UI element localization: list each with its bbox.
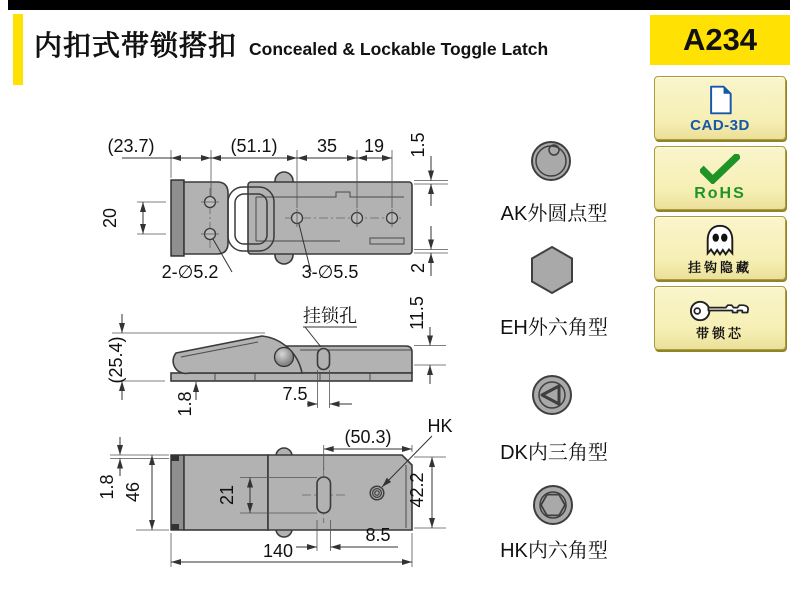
head-type-label-ak: AK外圆点型 [500, 203, 608, 225]
dim-35: 35 [316, 136, 338, 156]
callout-2-d5-2: 2-∅5.2 [161, 262, 219, 282]
dim-50-3: (50.3) [344, 427, 392, 447]
part-number-badge: A234 [650, 15, 790, 65]
badge-lock-core-label: 带锁芯 [695, 325, 744, 341]
dim-19: 19 [363, 136, 385, 156]
callout-3-d5-5: 3-∅5.5 [301, 262, 359, 282]
check-icon [700, 154, 740, 184]
page-title: 内扣式带锁搭扣 [34, 30, 238, 61]
page-subtitle: Concealed & Lockable Toggle Latch [249, 39, 549, 59]
side-view-drawing [106, 296, 446, 416]
badge-hook-hidden-label: 挂钩隐藏 [687, 259, 752, 275]
dim-140: 140 [262, 541, 294, 561]
dim-2: 2 [408, 262, 428, 274]
head-type-list [500, 142, 608, 562]
key-icon [689, 297, 751, 325]
dim-7-5: 7.5 [282, 384, 308, 404]
dim-8-5: 8.5 [365, 525, 391, 545]
padlock-hole-label: 挂锁孔 [303, 306, 357, 326]
hk-screw [370, 486, 384, 500]
dim-21: 21 [217, 484, 237, 506]
dim-25-4: (25.4) [106, 336, 126, 384]
document-3d-icon [704, 84, 736, 116]
badge-column [654, 76, 786, 356]
head-type-label-dk: DK内三角型 [500, 442, 608, 464]
dim-51-1: (51.1) [230, 136, 278, 156]
head-type-label-hk: HK内六角型 [500, 540, 608, 562]
badge-rohs[interactable] [654, 146, 786, 210]
round-dot-head-icon [532, 142, 570, 180]
badge-cad-3d[interactable] [654, 76, 786, 140]
badge-hook-hidden[interactable] [654, 216, 786, 280]
dim-46: 46 [123, 481, 143, 503]
ghost-icon [701, 223, 739, 259]
yellow-accent-stripe [13, 14, 23, 85]
dim-1-5: 1.5 [408, 132, 428, 158]
dim-23-7: (23.7) [107, 136, 155, 156]
dim-20: 20 [100, 207, 120, 229]
dim-1-8-side: 1.8 [175, 391, 195, 417]
hk-callout: HK [427, 416, 453, 436]
badge-lock-core[interactable] [654, 286, 786, 350]
bottom-view-drawing [97, 416, 453, 567]
top-black-bar [8, 0, 790, 10]
dim-42-2: 42.2 [407, 472, 427, 508]
dim-1-8-bottom: 1.8 [97, 474, 117, 500]
top-view-drawing [100, 132, 448, 282]
page-header [34, 24, 548, 64]
badge-rohs-label: RoHS [694, 185, 746, 202]
inner-hex-head-icon [534, 486, 572, 524]
outer-hex-head-icon [532, 247, 572, 293]
head-type-label-eh: EH外六角型 [500, 317, 608, 339]
dim-11-5: 11.5 [407, 296, 427, 330]
inner-triangle-head-icon [533, 376, 571, 414]
badge-cad-3d-label: CAD-3D [690, 116, 750, 134]
